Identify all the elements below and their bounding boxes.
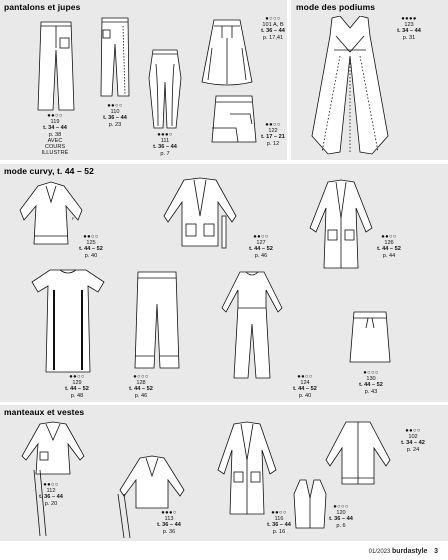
item-info-120: ●○○○ 120 t. 36 – 44 p. 6 (329, 504, 353, 529)
garment-drawing-130[interactable] (346, 310, 394, 366)
garment-drawing-124[interactable] (214, 268, 290, 380)
section-title-podium: mode des podiums (296, 2, 376, 12)
section-title-curvy: mode curvy, t. 44 – 52 (4, 166, 94, 176)
svg-text:F: F (72, 216, 75, 221)
item-info-122: ●●○○ 122 t. 17 – 21 p. 12 (261, 122, 285, 147)
item-info-127: ●●○○ 127 t. 44 – 52 p. 46 (249, 234, 273, 259)
item-info-124: ●●○○ 124 t. 44 – 52 p. 40 (293, 374, 317, 399)
item-info-111: ●●●○ 111 t. 36 – 44 p. 7 (153, 132, 177, 157)
item-info-102: ●●○○ 102 t. 34 – 42 p. 24 (401, 428, 425, 453)
item-info-113: ●●●○ 113 t. 36 – 44 p. 36 (157, 510, 181, 535)
garment-drawing-116[interactable] (214, 420, 280, 516)
item-info-126: ●●○○ 126 t. 44 – 52 p. 44 (377, 234, 401, 259)
garment-drawing-112[interactable] (18, 420, 88, 538)
item-info-110: ●●○○ 110 t. 36 – 44 p. 23 (103, 103, 127, 128)
section-title-coats: manteaux et vestes (4, 407, 85, 417)
item-info-130: ●○○○ 130 t. 44 – 52 p. 43 (359, 370, 383, 395)
garment-drawing-127[interactable] (160, 176, 240, 256)
page-footer (369, 548, 438, 555)
garment-drawing-128[interactable] (132, 270, 182, 370)
garment-drawing-102[interactable] (320, 420, 396, 488)
garment-drawing-101[interactable] (200, 18, 254, 88)
item-info-128: ●○○○ 128 t. 44 – 52 p. 46 (129, 374, 153, 399)
garment-drawing-110[interactable] (98, 16, 132, 98)
item-info-129: ●●○○ 129 t. 44 – 52 p. 48 (65, 374, 89, 399)
section-title-pants: pantalons et jupes (4, 2, 81, 12)
garment-drawing-111[interactable] (146, 48, 184, 130)
garment-drawing-129[interactable] (28, 266, 108, 376)
garment-drawing-123[interactable] (310, 16, 390, 156)
page-number: 3 (434, 548, 438, 555)
item-info-112: ●●○○ 112 t. 36 – 44 p. 20 (39, 482, 63, 507)
garment-drawing-119[interactable] (36, 20, 76, 112)
brand-logo-text: burdastyle (392, 548, 428, 555)
item-info-119: ●●○○ 119 t. 34 – 44 p. 38 AVEC COURS ILLUSTRÉ (41, 113, 69, 157)
issue-date: 01/2023 (368, 549, 391, 555)
garment-drawing-126[interactable] (306, 178, 376, 270)
item-info-125: ●●○○ 125 t. 44 – 52 p. 40 (79, 234, 103, 259)
garment-drawing-122[interactable] (210, 94, 258, 146)
item-info-123: ●●●● 123 t. 34 – 44 p. 31 (397, 16, 421, 41)
item-info-116: ●●○○ 116 t. 36 – 44 p. 16 (267, 510, 291, 535)
item-info-101: ●○○○ 101 A, B t. 36 – 44 p. 17,41 (261, 16, 285, 41)
